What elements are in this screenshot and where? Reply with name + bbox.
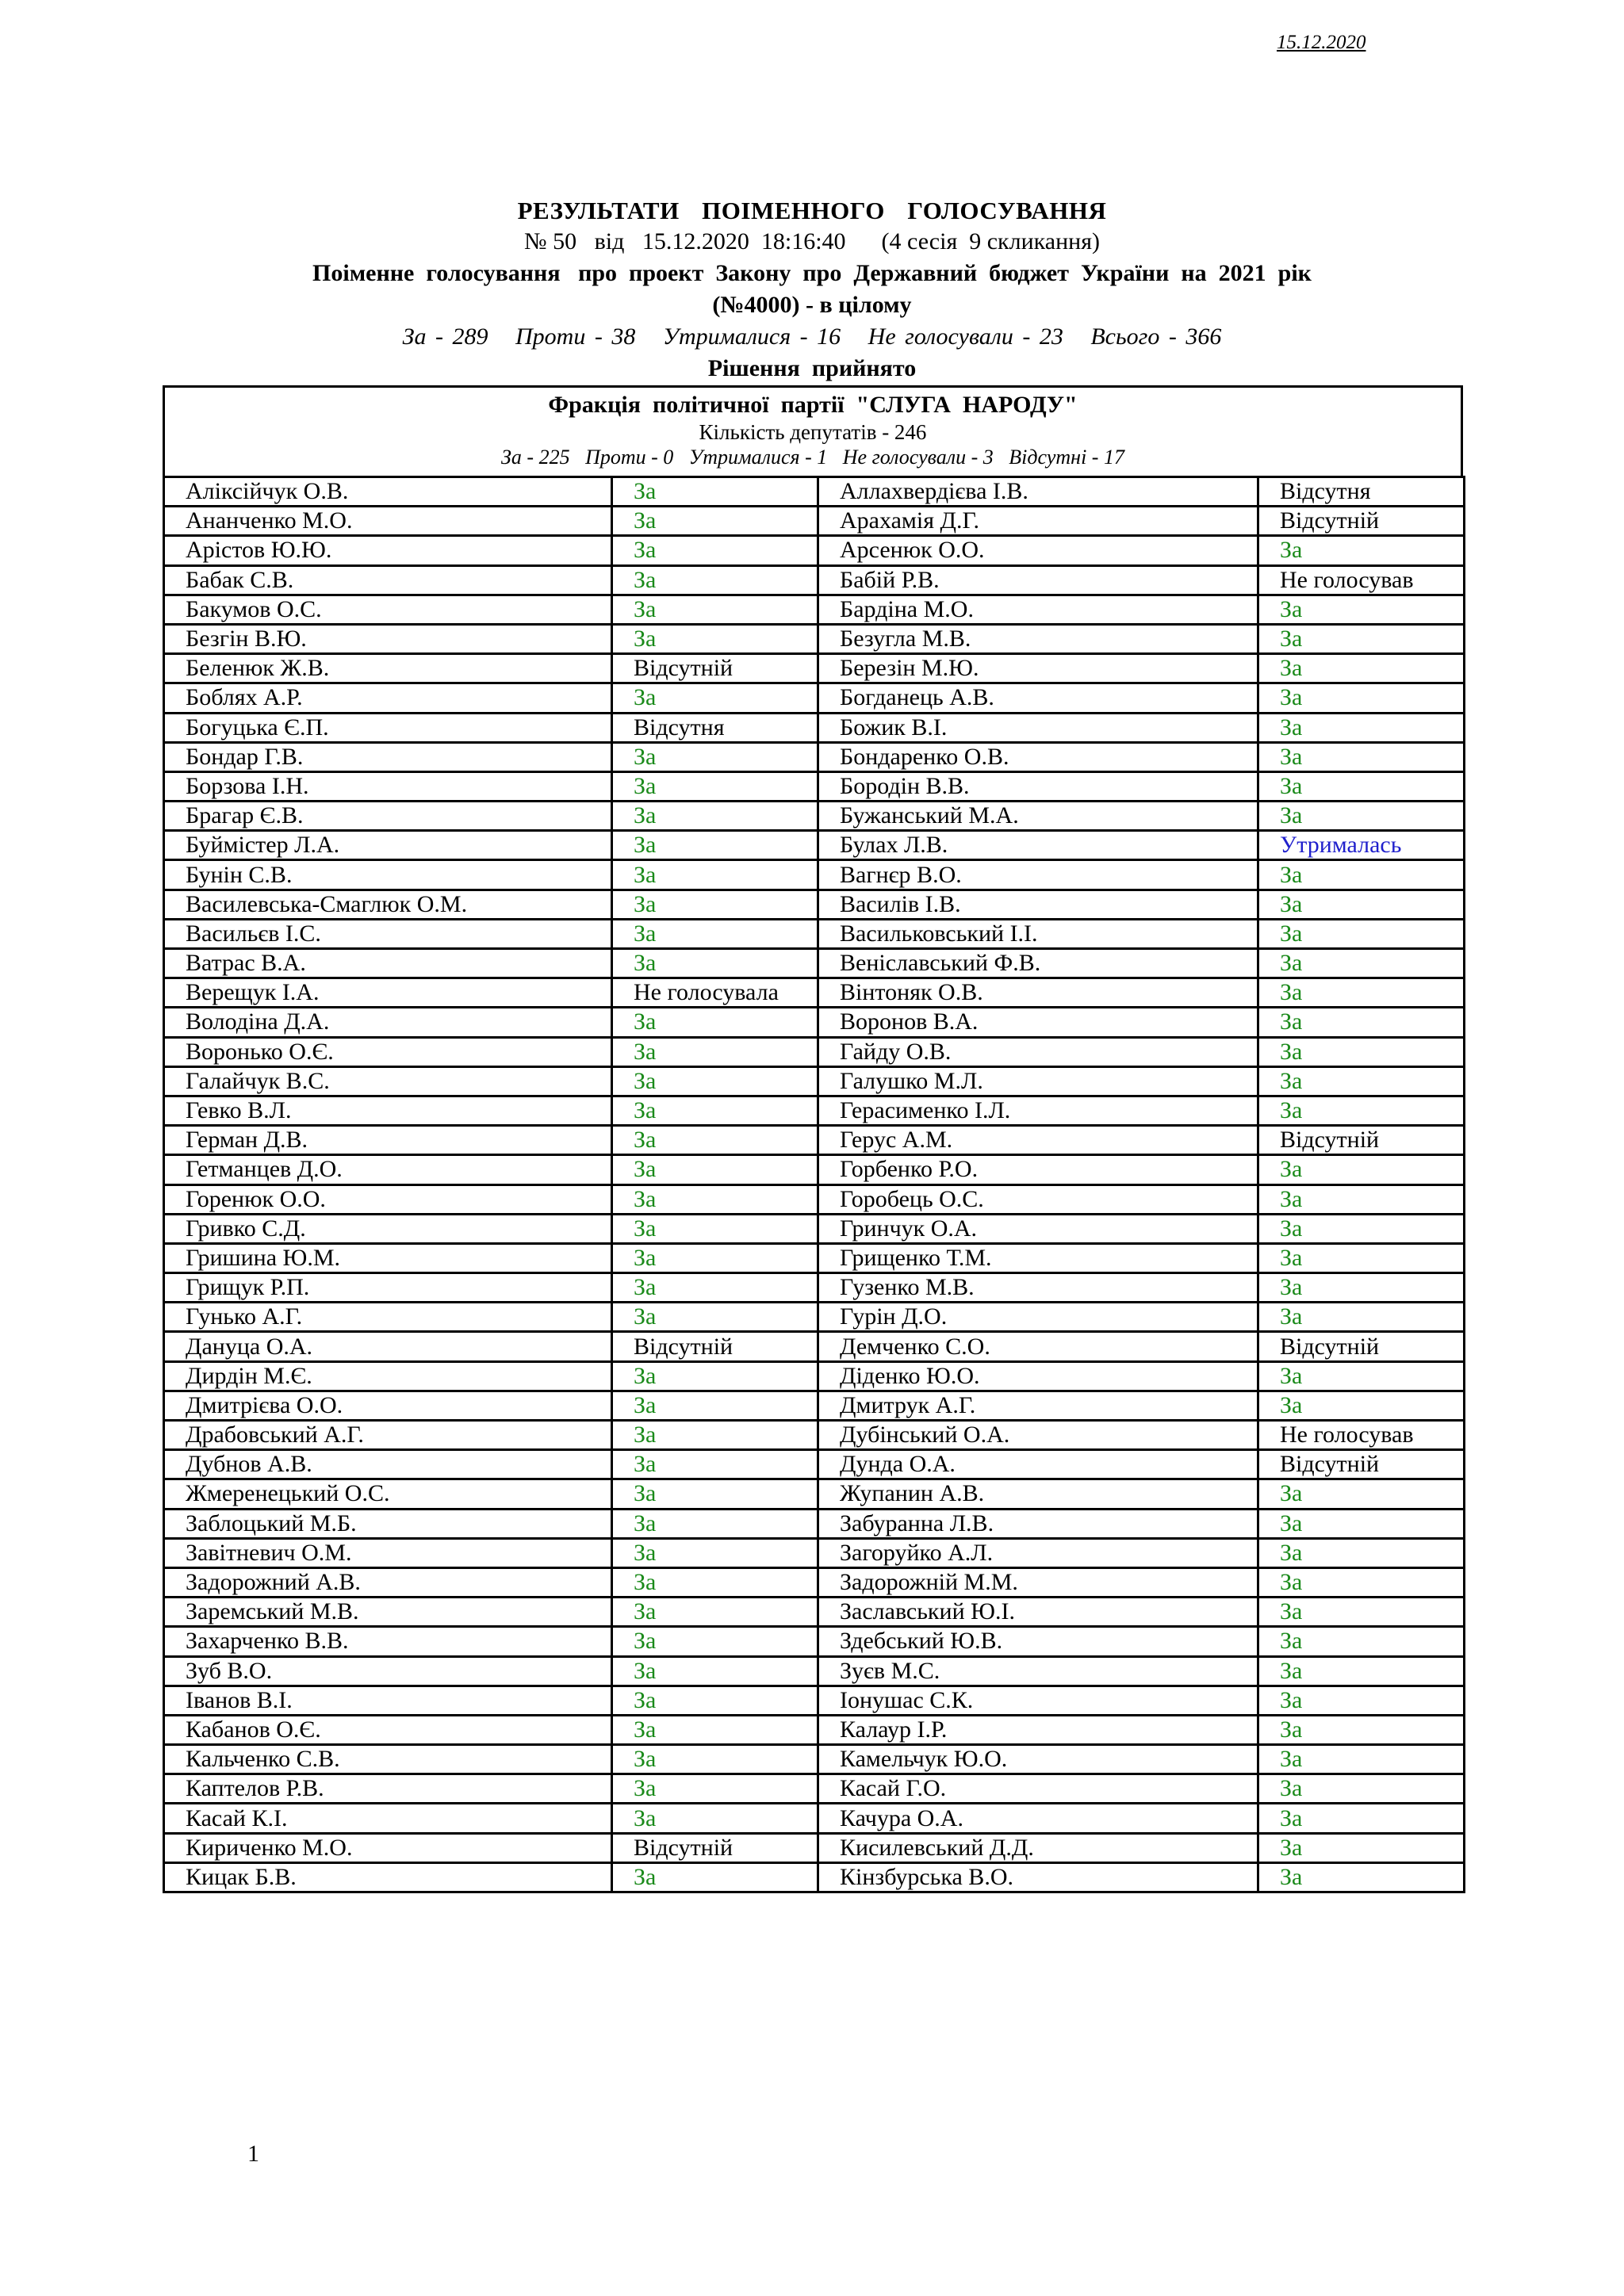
table-row (164, 565, 1465, 595)
table-row (164, 1627, 1465, 1656)
deputy-vote: За (1258, 1715, 1465, 1744)
table-row (164, 1096, 1465, 1125)
deputy-name: Ананченко М.О. (164, 507, 612, 536)
deputy-vote: За (1258, 1037, 1465, 1066)
deputy-name: Кабанов О.Є. (164, 1715, 612, 1744)
deputy-vote: За (612, 1243, 818, 1272)
deputy-name: Воронько О.Є. (164, 1037, 612, 1066)
table-row (164, 1008, 1465, 1037)
table-row (164, 1715, 1465, 1744)
deputy-name: Кисилевський Д.Д. (818, 1833, 1258, 1862)
deputy-name: Богуцька Є.П. (164, 713, 612, 742)
deputy-vote: За (612, 1184, 818, 1214)
deputy-name: Веніславський Ф.В. (818, 949, 1258, 978)
vote-subject-line-1: Поіменне голосування про проект Закону про Державний бюджет України на 2021 рік (312, 260, 1312, 286)
deputy-name: Бабак С.В. (164, 565, 612, 595)
deputy-vote: За (1258, 978, 1465, 1008)
deputy-vote: За (1258, 1774, 1465, 1804)
deputy-vote: За (1258, 624, 1465, 653)
deputy-vote: Не голосував (1258, 1421, 1465, 1450)
table-row (164, 1509, 1465, 1538)
deputy-vote: Відсутній (612, 1833, 818, 1862)
deputy-vote: За (612, 1066, 818, 1096)
table-row (164, 949, 1465, 978)
deputy-name: Гришина Ю.М. (164, 1243, 612, 1272)
deputy-name: Калаур І.Р. (818, 1715, 1258, 1744)
table-row (164, 1686, 1465, 1715)
deputy-name: Заблоцький М.Б. (164, 1509, 612, 1538)
deputy-vote: За (1258, 1627, 1465, 1656)
table-row (164, 1567, 1465, 1597)
deputy-vote: За (1258, 860, 1465, 890)
deputy-name: Боблях А.Р. (164, 683, 612, 713)
deputy-vote: За (612, 624, 818, 653)
deputy-vote: За (1258, 1833, 1465, 1862)
deputy-name: Жупанин А.В. (818, 1479, 1258, 1509)
deputy-name: Бужанський М.А. (818, 802, 1258, 831)
deputy-name: Дубінський О.А. (818, 1421, 1258, 1450)
deputy-vote: За (1258, 919, 1465, 948)
deputy-vote: За (1258, 802, 1465, 831)
deputy-name: Зуб В.О. (164, 1656, 612, 1686)
deputy-vote: За (612, 1538, 818, 1567)
deputy-name: Вінтоняк О.В. (818, 978, 1258, 1008)
table-row (164, 536, 1465, 565)
deputy-vote: За (612, 742, 818, 771)
faction-totals: За - 225 Проти - 0 Утрималися - 1 Не голосували - 3 Відсутні - 17 (501, 446, 1124, 469)
deputy-vote: За (612, 1421, 818, 1450)
document-title: РЕЗУЛЬТАТИ ПОІМЕННОГО ГОЛОСУВАННЯ (517, 197, 1107, 224)
table-row (164, 654, 1465, 683)
deputy-name: Вагнєр В.О. (818, 860, 1258, 890)
deputy-vote: За (1258, 890, 1465, 919)
table-row (164, 1243, 1465, 1272)
deputy-name: Завітневич О.М. (164, 1538, 612, 1567)
table-row (164, 1745, 1465, 1774)
deputy-vote: За (1258, 1391, 1465, 1420)
deputy-name: Гевко В.Л. (164, 1096, 612, 1125)
deputy-name: Забуранна Л.В. (818, 1509, 1258, 1538)
deputy-name: Бардіна М.О. (818, 595, 1258, 624)
deputy-vote: За (1258, 1509, 1465, 1538)
deputy-name: Задорожній М.М. (818, 1567, 1258, 1597)
vote-totals: За - 289 Проти - 38 Утрималися - 16 Не голосували - 23 Всього - 366 (402, 323, 1222, 350)
deputy-name: Здебський Ю.В. (818, 1627, 1258, 1656)
table-row (164, 595, 1465, 624)
deputy-vote: Утрималась (1258, 831, 1465, 860)
deputy-vote: За (1258, 1243, 1465, 1272)
deputy-name: Грищенко Т.М. (818, 1243, 1258, 1272)
deputy-vote: За (612, 477, 818, 507)
table-row (164, 1361, 1465, 1391)
deputy-vote: За (1258, 1096, 1465, 1125)
deputy-name: Буймістер Л.А. (164, 831, 612, 860)
deputy-name: Бунін С.В. (164, 860, 612, 890)
deputy-name: Бондаренко О.В. (818, 742, 1258, 771)
deputy-name: Гайду О.В. (818, 1037, 1258, 1066)
deputy-vote: За (612, 1598, 818, 1627)
deputy-vote: За (1258, 1066, 1465, 1096)
deputy-vote: За (1258, 1361, 1465, 1391)
deputy-vote: За (612, 1686, 818, 1715)
deputy-name: Касай Г.О. (818, 1774, 1258, 1804)
deputy-name: Васильєв І.С. (164, 919, 612, 948)
deputy-vote: За (612, 1774, 818, 1804)
deputy-name: Гурін Д.О. (818, 1303, 1258, 1332)
table-row (164, 1303, 1465, 1332)
deputy-vote: За (1258, 595, 1465, 624)
deputy-vote: За (612, 1126, 818, 1155)
deputy-name: Василів І.В. (818, 890, 1258, 919)
vote-number-line: № 50 від 15.12.2020 18:16:40 (4 сесія 9 скликання) (524, 228, 1100, 254)
deputy-vote: За (612, 595, 818, 624)
deputy-name: Іонушас С.К. (818, 1686, 1258, 1715)
table-row (164, 1214, 1465, 1243)
document-date: 15.12.2020 (1277, 32, 1366, 53)
table-row (164, 1273, 1465, 1303)
table-row (164, 1037, 1465, 1066)
deputy-vote: За (612, 683, 818, 713)
deputy-name: Безугла М.В. (818, 624, 1258, 653)
deputy-name: Ватрас В.А. (164, 949, 612, 978)
deputy-name: Задорожний А.В. (164, 1567, 612, 1597)
table-row (164, 683, 1465, 713)
page-number: 1 (247, 2141, 259, 2167)
deputy-name: Бородін В.В. (818, 771, 1258, 801)
deputy-vote: За (1258, 713, 1465, 742)
deputy-name: Аліксійчук О.В. (164, 477, 612, 507)
deputy-vote: Відсутній (1258, 507, 1465, 536)
table-row (164, 802, 1465, 831)
deputy-vote: За (612, 507, 818, 536)
deputy-vote: За (1258, 1479, 1465, 1509)
deputy-name: Бондар Г.В. (164, 742, 612, 771)
deputy-vote: За (1258, 654, 1465, 683)
deputy-vote: За (612, 1715, 818, 1744)
deputy-vote: Відсутня (1258, 477, 1465, 507)
deputy-vote: За (612, 536, 818, 565)
deputy-name: Заремський М.В. (164, 1598, 612, 1627)
table-row (164, 713, 1465, 742)
deputy-name: Заславський Ю.І. (818, 1598, 1258, 1627)
table-row (164, 978, 1465, 1008)
table-row (164, 1155, 1465, 1184)
deputy-name: Дмитрієва О.О. (164, 1391, 612, 1420)
deputy-vote: За (1258, 1745, 1465, 1774)
table-row (164, 831, 1465, 860)
deputy-vote: Відсутній (1258, 1126, 1465, 1155)
table-row (164, 919, 1465, 948)
deputy-name: Діденко Ю.О. (818, 1361, 1258, 1391)
deputy-name: Загоруйко А.Л. (818, 1538, 1258, 1567)
table-row (164, 1538, 1465, 1567)
deputy-vote: За (612, 1303, 818, 1332)
deputy-name: Дмитрук А.Г. (818, 1391, 1258, 1420)
deputy-vote: За (612, 1745, 818, 1774)
deputy-vote: За (1258, 949, 1465, 978)
deputy-vote: Відсутній (612, 1332, 818, 1361)
deputy-vote: За (612, 802, 818, 831)
deputy-vote: Відсутній (1258, 1450, 1465, 1479)
deputy-name: Воронов В.А. (818, 1008, 1258, 1037)
deputy-name: Дунда О.А. (818, 1450, 1258, 1479)
vote-subject-line-2: (№4000) - в цілому (712, 292, 912, 318)
deputy-name: Бакумов О.С. (164, 595, 612, 624)
deputy-vote: За (1258, 1656, 1465, 1686)
deputy-vote: За (1258, 1184, 1465, 1214)
deputy-vote: За (612, 1155, 818, 1184)
table-row (164, 1066, 1465, 1096)
votes-table-body (164, 477, 1465, 1892)
deputy-name: Горобець О.С. (818, 1184, 1258, 1214)
deputy-name: Качура О.А. (818, 1804, 1258, 1833)
table-row (164, 1184, 1465, 1214)
deputy-name: Гунько А.Г. (164, 1303, 612, 1332)
deputy-name: Арістов Ю.Ю. (164, 536, 612, 565)
deputy-vote: За (1258, 1862, 1465, 1892)
table-row (164, 890, 1465, 919)
table-row (164, 1804, 1465, 1833)
votes-table (163, 476, 1465, 1893)
deputy-vote: За (612, 1862, 818, 1892)
deputy-name: Демченко С.О. (818, 1332, 1258, 1361)
deputy-name: Камельчук Ю.О. (818, 1745, 1258, 1774)
deputy-name: Булах Л.В. (818, 831, 1258, 860)
deputy-name: Горенюк О.О. (164, 1184, 612, 1214)
table-row (164, 624, 1465, 653)
deputy-name: Березін М.Ю. (818, 654, 1258, 683)
table-row (164, 1774, 1465, 1804)
deputy-vote: За (1258, 1155, 1465, 1184)
table-row (164, 1862, 1465, 1892)
deputy-vote: За (1258, 1008, 1465, 1037)
deputy-name: Василевська-Смаглюк О.М. (164, 890, 612, 919)
deputy-name: Касай К.І. (164, 1804, 612, 1833)
table-row (164, 1391, 1465, 1420)
deputy-vote: Не голосував (1258, 565, 1465, 595)
deputy-vote: За (612, 565, 818, 595)
deputy-vote: За (1258, 1303, 1465, 1332)
deputy-name: Гринчук О.А. (818, 1214, 1258, 1243)
table-row (164, 477, 1465, 507)
deputy-vote: За (612, 1479, 818, 1509)
deputy-vote: За (612, 919, 818, 948)
table-row (164, 1450, 1465, 1479)
deputy-vote: Не голосувала (612, 978, 818, 1008)
deputy-name: Дануца О.А. (164, 1332, 612, 1361)
deputy-vote: За (612, 1214, 818, 1243)
deputy-vote: За (1258, 1273, 1465, 1303)
deputy-vote: За (1258, 742, 1465, 771)
deputy-name: Божик В.І. (818, 713, 1258, 742)
deputy-name: Захарченко В.В. (164, 1627, 612, 1656)
deputy-vote: За (612, 860, 818, 890)
table-row (164, 771, 1465, 801)
deputy-name: Борзова І.Н. (164, 771, 612, 801)
deputy-name: Богданець А.В. (818, 683, 1258, 713)
deputy-vote: Відсутній (612, 654, 818, 683)
deputy-name: Жмеренецький О.С. (164, 1479, 612, 1509)
deputy-vote: За (612, 890, 818, 919)
table-row (164, 1598, 1465, 1627)
deputy-name: Грищук Р.П. (164, 1273, 612, 1303)
deputy-name: Васильковський І.І. (818, 919, 1258, 948)
table-row (164, 1833, 1465, 1862)
deputy-name: Гривко С.Д. (164, 1214, 612, 1243)
deputy-name: Гетманцев Д.О. (164, 1155, 612, 1184)
deputy-vote: За (1258, 1214, 1465, 1243)
deputy-name: Герасименко І.Л. (818, 1096, 1258, 1125)
deputy-vote: За (612, 1509, 818, 1538)
deputy-name: Кириченко М.О. (164, 1833, 612, 1862)
faction-deputy-count: Кількість депутатів - 246 (699, 420, 927, 444)
faction-name: Фракція політичної партії "СЛУГА НАРОДУ" (548, 392, 1078, 418)
table-row (164, 1421, 1465, 1450)
table-row (164, 1479, 1465, 1509)
deputy-name: Верещук І.А. (164, 978, 612, 1008)
deputy-vote: За (612, 771, 818, 801)
table-row (164, 860, 1465, 890)
deputy-vote: За (1258, 1538, 1465, 1567)
deputy-vote: За (612, 1096, 818, 1125)
deputy-name: Галушко М.Л. (818, 1066, 1258, 1096)
deputy-name: Зуєв М.С. (818, 1656, 1258, 1686)
deputy-name: Брагар Є.В. (164, 802, 612, 831)
deputy-name: Дубнов А.В. (164, 1450, 612, 1479)
deputy-name: Беленюк Ж.В. (164, 654, 612, 683)
deputy-vote: За (612, 1037, 818, 1066)
deputy-name: Кінзбурська В.О. (818, 1862, 1258, 1892)
deputy-vote: За (612, 1627, 818, 1656)
table-row (164, 507, 1465, 536)
deputy-name: Горбенко Р.О. (818, 1155, 1258, 1184)
deputy-name: Герман Д.В. (164, 1126, 612, 1155)
vote-decision: Рішення прийнято (707, 355, 917, 381)
deputy-vote: За (1258, 1598, 1465, 1627)
deputy-vote: За (1258, 1804, 1465, 1833)
deputy-vote: Відсутній (1258, 1332, 1465, 1361)
deputy-vote: За (1258, 1567, 1465, 1597)
deputy-name: Кицак Б.В. (164, 1862, 612, 1892)
table-row (164, 1656, 1465, 1686)
deputy-vote: За (612, 1450, 818, 1479)
deputy-vote: За (1258, 536, 1465, 565)
deputy-vote: За (612, 831, 818, 860)
table-row (164, 1332, 1465, 1361)
deputy-vote: За (612, 1273, 818, 1303)
deputy-name: Безгін В.Ю. (164, 624, 612, 653)
table-row (164, 742, 1465, 771)
deputy-vote: За (612, 1008, 818, 1037)
deputy-name: Каптелов Р.В. (164, 1774, 612, 1804)
deputy-name: Драбовський А.Г. (164, 1421, 612, 1450)
deputy-name: Арсенюк О.О. (818, 536, 1258, 565)
deputy-name: Кальченко С.В. (164, 1745, 612, 1774)
deputy-vote: За (612, 1804, 818, 1833)
deputy-vote: За (612, 1361, 818, 1391)
deputy-vote: За (612, 1656, 818, 1686)
deputy-name: Аллахвердієва І.В. (818, 477, 1258, 507)
deputy-name: Дирдін М.Є. (164, 1361, 612, 1391)
deputy-vote: За (612, 1567, 818, 1597)
deputy-name: Герус А.М. (818, 1126, 1258, 1155)
deputy-vote: За (612, 1391, 818, 1420)
deputy-vote: За (1258, 683, 1465, 713)
deputy-vote: Відсутня (612, 713, 818, 742)
table-row (164, 1126, 1465, 1155)
faction-header (163, 385, 1463, 476)
deputy-vote: За (612, 949, 818, 978)
deputy-vote: За (1258, 1686, 1465, 1715)
deputy-name: Гузенко М.В. (818, 1273, 1258, 1303)
deputy-name: Іванов В.І. (164, 1686, 612, 1715)
deputy-vote: За (1258, 771, 1465, 801)
deputy-name: Арахамія Д.Г. (818, 507, 1258, 536)
deputy-name: Володіна Д.А. (164, 1008, 612, 1037)
deputy-name: Бабій Р.В. (818, 565, 1258, 595)
deputy-name: Галайчук В.С. (164, 1066, 612, 1096)
